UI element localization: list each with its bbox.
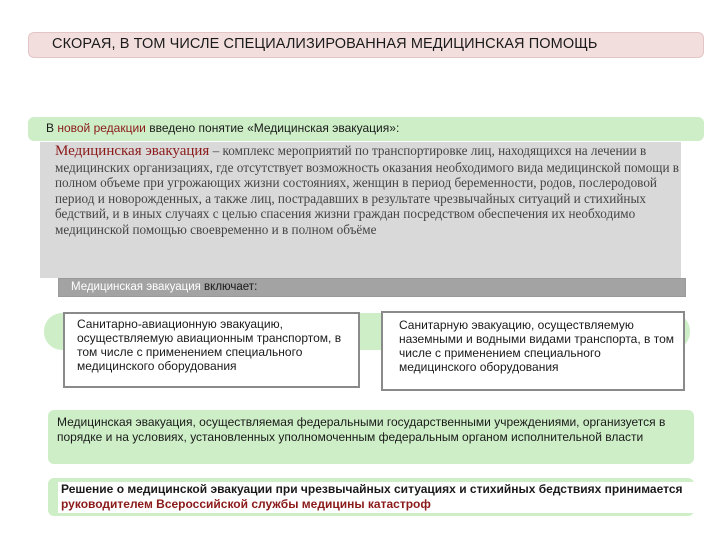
intro-term: Медицинская эвакуация bbox=[253, 121, 390, 135]
ground-evacuation-title: Санитарную эвакуацию bbox=[399, 318, 532, 332]
emergency-note-highlight: руководителем Всероссийской службы медицины катастроф bbox=[61, 496, 431, 511]
ground-evacuation-body: , осуществляемую наземными и водными видами транспорта, в том числе с применением специального медицинского оборудования bbox=[399, 318, 675, 374]
definition-text bbox=[55, 143, 683, 238]
includes-rest: включает: bbox=[200, 281, 258, 293]
page-title: СКОРАЯ, В ТОМ ЧИСЛЕ СПЕЦИАЛИЗИРОВАННАЯ МЕДИЦИНСКАЯ ПОМОЩЬ bbox=[52, 36, 598, 52]
includes-term: Медицинская эвакуация bbox=[71, 281, 201, 293]
emergency-note-prefix: Решение о медицинской эвакуации при чрезвычайных ситуациях и стихийных бедствиях принимается bbox=[61, 482, 683, 496]
air-evacuation-title: Санитарно-авиационную эвакуацию bbox=[77, 317, 280, 331]
air-evacuation-card bbox=[63, 312, 360, 388]
definition-body: – комплекс мероприятий по транспортировке лиц, находящихся на лечении в медицинских организациях, где отсутствует возможность оказания необходимого вида медицинской помощи в полном объеме при угрожающих жизни состояниях, женщин в период беременности, родов, послеродовой период и новорожденных, а также лиц, пострадавших в результате чрезвычайных ситуаций и стихийных бедствий, и в иных случаях с целью спасения жизни граждан посредством обеспечения их необходимо медицинской помощью своевременно и в полном объёме bbox=[55, 143, 680, 237]
intro-prefix: В bbox=[46, 121, 58, 135]
intro-suffix: »: bbox=[389, 121, 400, 135]
ground-evacuation-card bbox=[381, 311, 685, 391]
definition-term: Медицинская эвакуация bbox=[55, 143, 210, 159]
intro-middle: введено понятие « bbox=[145, 121, 254, 135]
intro-line bbox=[46, 121, 399, 135]
emergency-note bbox=[58, 482, 697, 513]
includes-label bbox=[71, 281, 257, 293]
intro-highlight: новой редакции bbox=[57, 121, 146, 135]
air-evacuation-body: , осуществляемую авиационным транспортом, в том числе с применением специального медицинского оборудования bbox=[77, 317, 342, 373]
federal-note: Медицинская эвакуация, осуществляемая федеральными государственными учреждениями, организуется в порядке и на условиях, установленных уполномоченным федеральным органом исполнительной власти bbox=[57, 415, 666, 444]
